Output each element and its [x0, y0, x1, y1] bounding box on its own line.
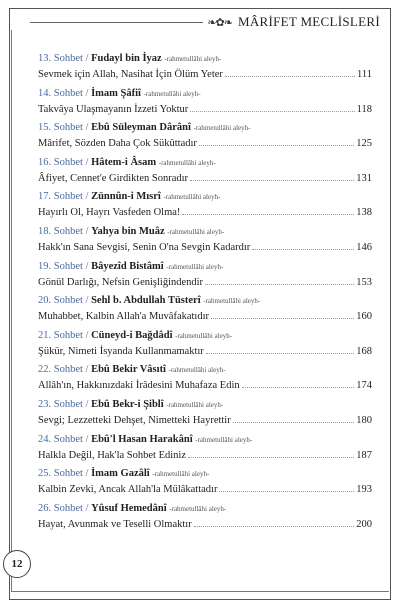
toc-entry[interactable]: [38, 433, 372, 468]
entry-title-row: [38, 483, 372, 497]
scholar-name: Yahya bin Muâz: [91, 225, 165, 237]
dot-leader: [211, 318, 354, 319]
entry-page-number: 187: [356, 449, 372, 461]
entry-title: Halkla Değil, Hak'la Sohbet Ediniz: [38, 449, 186, 461]
entry-number: 16.: [38, 156, 52, 168]
dot-leader: [252, 249, 354, 250]
scholar-name: Zünnûn-i Mısrî: [91, 191, 161, 203]
entry-title: Kalbin Zevki, Ancak Allah'la Mülâkattadır: [38, 484, 218, 496]
sohbet-label: Sohbet /: [53, 87, 89, 99]
honorific: -rahmetullâhi aleyh-: [193, 124, 251, 133]
entry-page-number: 160: [356, 311, 372, 323]
entry-page-number: 131: [356, 172, 372, 184]
dot-leader: [219, 491, 354, 492]
entry-title-row: [38, 310, 372, 324]
entry-title-row: [38, 172, 372, 186]
dot-leader: [242, 387, 355, 388]
ornament-icon: ❧✿❧: [207, 16, 232, 29]
toc-entry[interactable]: [38, 467, 372, 502]
toc-entry[interactable]: [38, 260, 372, 295]
entry-title: Hayırlı Ol, Hayrı Vasfeden Olma!: [38, 207, 181, 219]
book-title: MÂRİFET MECLİSLERİ: [237, 14, 380, 29]
entry-page-number: 125: [356, 138, 372, 150]
entry-number: 15.: [38, 122, 52, 134]
honorific: -rahmetullâhi aleyh-: [195, 435, 253, 444]
scholar-name: Fudayl bin İyaz: [91, 53, 162, 64]
entry-heading: [38, 398, 372, 412]
sohbet-label: Sohbet /: [53, 122, 89, 134]
entry-number: 26.: [38, 502, 52, 514]
honorific: -rahmetullâhi aleyh-: [166, 400, 224, 409]
page-number: 12: [11, 558, 23, 570]
honorific: -rahmetullâhi aleyh-: [164, 55, 222, 63]
entry-page-number: 168: [356, 345, 372, 357]
honorific: -rahmetullâhi aleyh-: [152, 470, 210, 479]
entry-page-number: 153: [356, 276, 372, 288]
toc-list: [38, 52, 372, 536]
honorific: -rahmetullâhi aleyh-: [203, 297, 261, 306]
entry-number: 22.: [38, 364, 52, 376]
entry-title: Gönül Darlığı, Nefsin Genişliğindendir: [38, 276, 204, 288]
scholar-name: Hâtem-i Âsam: [91, 156, 157, 168]
sohbet-label: Sohbet /: [53, 468, 89, 480]
toc-entry[interactable]: [38, 52, 372, 87]
entry-heading: [38, 433, 372, 447]
dot-leader: [188, 457, 354, 458]
toc-entry[interactable]: [38, 225, 372, 260]
entry-number: 14.: [38, 87, 52, 99]
scholar-name: İmam Şâfiî: [91, 87, 141, 99]
toc-entry[interactable]: [38, 121, 372, 156]
sohbet-label: Sohbet /: [53, 502, 89, 514]
entry-page-number: 111: [357, 69, 372, 80]
entry-title: Takvâya Ulaşmayanın İzzeti Yoktur: [38, 103, 189, 115]
sohbet-label: Sohbet /: [53, 398, 89, 410]
dot-leader: [194, 526, 355, 527]
entry-page-number: 146: [356, 241, 372, 253]
entry-title-row: [38, 518, 372, 532]
entry-heading: [38, 329, 372, 343]
toc-entry[interactable]: [38, 398, 372, 433]
sohbet-label: Sohbet /: [53, 260, 89, 272]
sohbet-label: Sohbet /: [53, 225, 89, 237]
entry-number: 17.: [38, 191, 52, 203]
entry-title-row: [38, 68, 372, 82]
honorific: -rahmetullâhi aleyh-: [169, 504, 227, 513]
sohbet-label: Sohbet /: [53, 364, 89, 376]
entry-title-row: [38, 103, 372, 117]
honorific: -rahmetullâhi aleyh-: [167, 227, 225, 236]
toc-entry[interactable]: [38, 502, 372, 537]
scholar-name: Cüneyd-i Bağdâdî: [91, 329, 173, 341]
entry-title-row: [38, 345, 372, 359]
toc-entry[interactable]: [38, 156, 372, 191]
sohbet-label: Sohbet /: [53, 433, 89, 445]
entry-heading: [38, 52, 372, 66]
entry-heading: [38, 87, 372, 101]
entry-heading: [38, 363, 372, 377]
honorific: -rahmetullâhi aleyh-: [158, 158, 216, 167]
entry-title: Şükür, Nimeti İsyanda Kullanmamaktır: [38, 345, 204, 357]
dot-leader: [199, 145, 354, 146]
scholar-name: Bâyezîd Bistâmî: [91, 260, 164, 272]
sohbet-label: Sohbet /: [53, 156, 89, 168]
scholar-name: Ebû'l Hasan Harakânî: [91, 433, 193, 445]
toc-entry[interactable]: [38, 363, 372, 398]
sohbet-label: Sohbet /: [53, 191, 89, 203]
entry-title-row: [38, 276, 372, 290]
entry-heading: [38, 121, 372, 135]
entry-number: 24.: [38, 433, 52, 445]
dot-leader: [233, 422, 355, 423]
entry-heading: [38, 502, 372, 516]
entry-page-number: 138: [356, 207, 372, 219]
entry-page-number: 174: [356, 380, 372, 392]
entry-title: Allâh'ın, Hakkınızdaki İrâdesini Muhafaza Edin: [38, 380, 240, 392]
entry-page-number: 200: [356, 518, 372, 530]
toc-entry[interactable]: [38, 87, 372, 122]
toc-entry[interactable]: [38, 190, 372, 225]
entry-number: 19.: [38, 260, 52, 272]
entry-heading: [38, 294, 372, 308]
scholar-name: Ebû Bekir Vâsıtî: [91, 364, 166, 376]
entry-title: Sevgi; Lezzetteki Dehşet, Nimetteki Hayrettir: [38, 414, 231, 426]
entry-heading: [38, 260, 372, 274]
entry-number: 23.: [38, 398, 52, 410]
entry-number: 25.: [38, 468, 52, 480]
entry-heading: [38, 156, 372, 170]
scholar-name: Yûsuf Hemedânî: [91, 502, 167, 514]
dot-leader: [190, 111, 354, 112]
entry-title-row: [38, 414, 372, 428]
dot-leader: [205, 284, 354, 285]
honorific: -rahmetullâhi aleyh-: [143, 89, 201, 98]
dot-leader: [190, 180, 354, 181]
honorific: -rahmetullâhi aleyh-: [163, 193, 221, 202]
entry-title: Muhabbet, Kalbin Allah'a Muvâfakatıdır: [38, 311, 210, 323]
entry-title: Mârifet, Sözden Daha Çok Sükûttadır: [38, 138, 197, 150]
honorific: -rahmetullâhi aleyh-: [168, 366, 226, 375]
entry-title: Âfiyet, Cennet'e Girdikten Sonradır: [38, 172, 189, 184]
honorific: -rahmetullâhi aleyh-: [175, 331, 233, 340]
dot-leader: [182, 214, 354, 215]
dot-leader: [225, 76, 355, 77]
entry-title-row: [38, 379, 372, 393]
toc-entry[interactable]: [38, 294, 372, 329]
entry-number: 18.: [38, 225, 52, 237]
entry-title-row: [38, 449, 372, 463]
entry-heading: [38, 190, 372, 204]
entry-heading: [38, 225, 372, 239]
entry-title: Hakk'ın Sana Sevgisi, Senin O'na Sevgin Kadardır: [38, 241, 251, 253]
entry-title: Hayat, Avunmak ve Teselli Olmaktır: [38, 518, 192, 530]
page-number-badge: [3, 550, 31, 578]
scholar-name: Ebû Süleyman Dârânî: [91, 122, 191, 134]
entry-page-number: 193: [356, 484, 372, 496]
dot-leader: [206, 353, 354, 354]
entry-title-row: [38, 206, 372, 220]
sohbet-label: Sohbet /: [53, 295, 89, 307]
entry-page-number: 180: [356, 414, 372, 426]
scholar-name: Ebû Bekr-i Şiblî: [91, 398, 164, 410]
entry-page-number: 118: [356, 103, 372, 115]
entry-heading: [38, 467, 372, 481]
sohbet-label: Sohbet /: [53, 53, 89, 64]
toc-entry[interactable]: [38, 329, 372, 364]
entry-number: 13.: [38, 53, 52, 64]
entry-number: 21.: [38, 329, 52, 341]
honorific: -rahmetullâhi aleyh-: [166, 262, 224, 271]
sohbet-label: Sohbet /: [53, 329, 89, 341]
scholar-name: Sehl b. Abdullah Tüsterî: [91, 295, 201, 307]
entry-title-row: [38, 241, 372, 255]
entry-number: 20.: [38, 295, 52, 307]
scholar-name: İmam Gazâlî: [91, 468, 150, 480]
entry-title: Sevmek için Allah, Nasihat İçin Ölüm Yeter: [38, 69, 223, 80]
entry-title-row: [38, 137, 372, 151]
